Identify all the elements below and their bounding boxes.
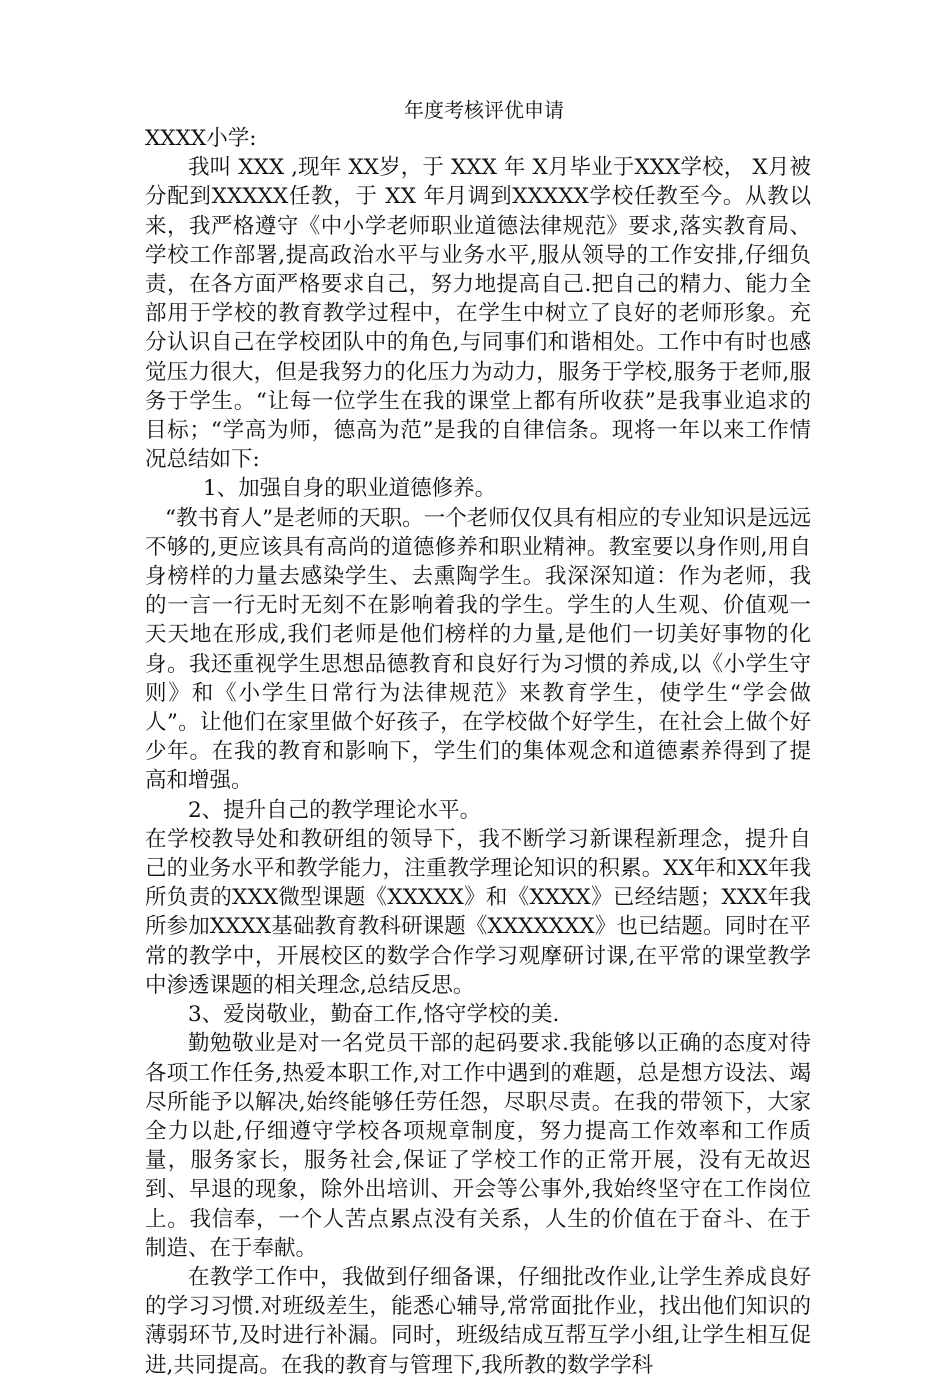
section-heading-1: 1、加强自身的职业道德修养。 bbox=[203, 476, 497, 502]
section-heading-3: 3、爱岗敬业，勤奋工作,恪守学校的美. bbox=[188, 1002, 560, 1028]
paragraph-theory: 在学校教导处和教研组的领导下，我不断学习新课程新理念，提升自己的业务水平和教学能力，注重教学理论知识的积累。XX年和XX年我所负责的XXX微型课题《XXXXX》和《XXXX》已经结题；XXX年我所参加XXXX基础教育教科研课题《XXXXXXX》也已结题。同时在平常的教学中，开展校区的数学合作学习观摩研讨课,在平常的课堂教学中渗透课题的相关理念,总结反思。 bbox=[145, 826, 811, 998]
document-body bbox=[145, 96, 811, 1380]
document-title: 年度考核评优申请 bbox=[404, 98, 564, 122]
section-heading-2: 2、提升自己的教学理论水平。 bbox=[188, 797, 482, 823]
paragraph-teaching: 在教学工作中，我做到仔细备课，仔细批改作业,让学生养成良好的学习习惯.对班级差生，能悉心辅导,常常面批作业，找出他们知识的薄弱环节,及时进行补漏。同时，班级结成互帮互学小组,让学生相互促进,共同提高。在我的教育与管理下,我所教的数学学科 bbox=[145, 1264, 811, 1378]
paragraph-ethics: “教书育人”是老师的天职。一个老师仅仅具有相应的专业知识是远远不够的,更应该具有高尚的道德修养和职业精神。教室要以身作则,用自身榜样的力量去感染学生、去熏陶学生。我深深知道：作为老师，我的一言一行无时无刻不在影响着我的学生。学生的人生观、价值观一天天地在形成,我们老师是他们榜样的力量,是他们一切美好事物的化身。我还重视学生思想品德教育和良好行为习惯的养成,以《小学生守则》和《小学生日常行为法律规范》来教育学生，使学生“学会做人”。让他们在家里做个好孩子，在学校做个好学生，在社会上做个好少年。在我的教育和影响下，学生们的集体观念和道德素养得到了提高和增强。 bbox=[145, 505, 811, 794]
paragraph-intro: 我叫 XXX ,现年 XX岁，于 XXX 年 X月毕业于XXX学校， X月被分配到XXXXX任教，于 XX 年月调到XXXXX学校任教至今。从教以来，我严格遵守《中小学老师职业道德法律规范》要求,落实教育局、学校工作部署,提高政治水平与业务水平,服从领导的工作安排,仔细负责，在各方面严格要求自己，努力地提高自己.把自己的精力、能力全部用于学校的教育教学过程中，在学生中树立了良好的老师形象。充分认识自己在学校团队中的角色,与同事们和谐相处。工作中有时也感觉压力很大，但是我努力的化压力为动力，服务于学校,服务于老师,服务于学生。“让每一位学生在我的课堂上都有所收获”是我事业追求的目标；“学高为师，德高为范”是我的自律信条。现将一年以来工作情况总结如下: bbox=[145, 155, 811, 473]
salutation: XXXX小学: bbox=[145, 126, 257, 151]
paragraph-dedication: 勤勉敬业是对一名党员干部的起码要求.我能够以正确的态度对待各项工作任务,热爱本职工作,对工作中遇到的难题，总是想方设法、竭尽所能予以解决,始终能够任劳任怨，尽职尽责。在我的带领下，大家全力以赴,仔细遵守学校各项规章制度，努力提高工作效率和工作质量，服务家长，服务社会,保证了学校工作的正常开展，没有无故迟到、早退的现象，除外出培训、开会等公事外,我始终坚守在工作岗位上。我信奉，一个人苦点累点没有关系，人生的价值在于奋斗、在于制造、在于奉献。 bbox=[145, 1031, 811, 1261]
